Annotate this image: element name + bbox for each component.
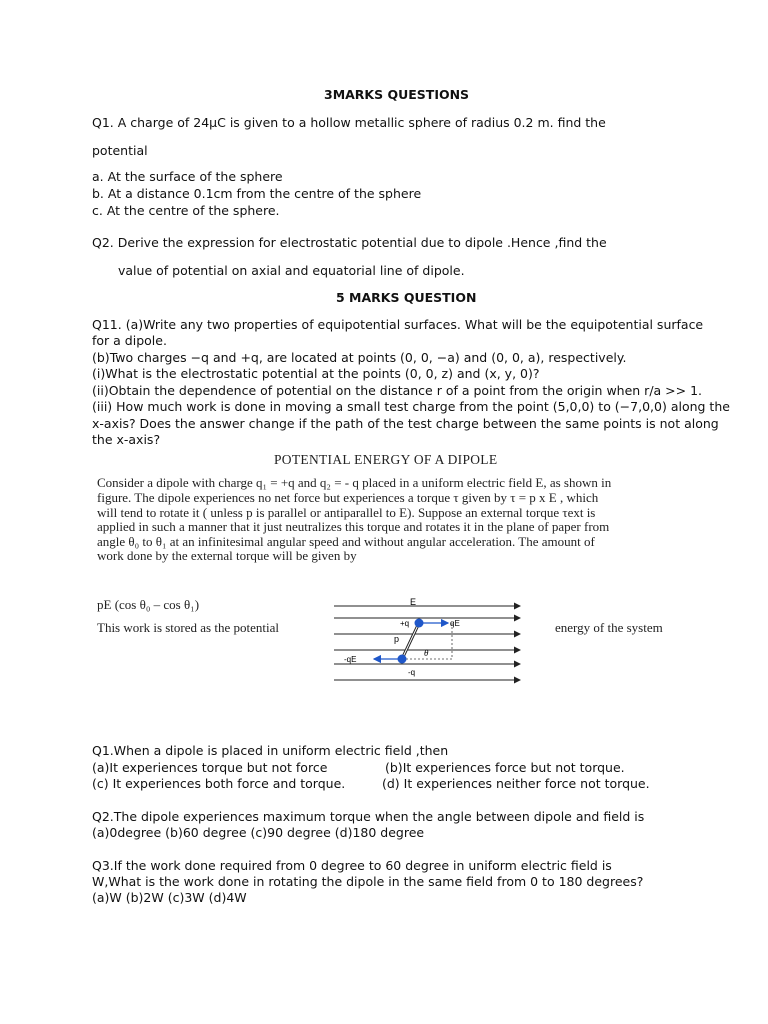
passage-line1: Consider a dipole with charge q₁ = +q and q₂ = - q placed in a uniform electric field E, as shown in xyxy=(97,475,612,490)
q11-line7: x-axis? Does the answer change if the path of the test charge between the same points is not along xyxy=(92,416,719,431)
mcq1-option-d: (d) It experiences neither force not torque. xyxy=(382,776,650,791)
label-plus-q: +q xyxy=(400,619,410,628)
field-lines xyxy=(334,606,520,680)
q11-line1: Q11. (a)Write any two properties of equipotential surfaces. What will be the equipotential surface xyxy=(92,317,704,332)
dipole-axis-inner xyxy=(402,623,419,659)
q2-text-line1: Q2. Derive the expression for electrostatic potential due to dipole .Hence ,find the xyxy=(92,235,607,250)
passage-title: POTENTIAL ENERGY OF A DIPOLE xyxy=(274,452,498,467)
mcq1-option-b: (b)It experiences force but not torque. xyxy=(385,760,625,775)
positive-charge xyxy=(415,619,424,628)
label-qE-right: qE xyxy=(450,619,460,628)
label-theta: θ xyxy=(424,648,429,658)
label-minus-q: -q xyxy=(408,668,416,677)
q1-option-c: c. At the centre of the sphere. xyxy=(92,203,280,218)
mcq2-stem: Q2.The dipole experiences maximum torque when the angle between dipole and field is xyxy=(92,809,645,824)
label-E: E xyxy=(410,597,417,607)
q2-text-line2: value of potential on axial and equatorial line of dipole. xyxy=(118,263,465,278)
mcq3-options: (a)W (b)2W (c)3W (d)4W xyxy=(92,890,247,905)
label-qE-left: -qE xyxy=(344,655,357,664)
negative-charge xyxy=(398,655,407,664)
mcq1-option-a: (a)It experiences torque but not force xyxy=(92,760,328,775)
q1-text-line1: Q1. A charge of 24μC is given to a hollow metallic sphere of radius 0.2 m. find the xyxy=(92,115,606,130)
label-p: p xyxy=(394,634,400,644)
mcq1-option-c: (c) It experiences both force and torque. xyxy=(92,776,346,791)
q11-line8: the x-axis? xyxy=(92,432,161,447)
passage-line4: applied in such a manner that it just neutralizes this torque and rotates it in the plane of paper from xyxy=(97,519,610,534)
dipole-in-field-diagram xyxy=(330,596,530,688)
energy-text: energy of the system xyxy=(555,620,663,635)
q11-line3: (b)Two charges −q and +q, are located at points (0, 0, −a) and (0, 0, a), respectively. xyxy=(92,350,627,365)
formula-work: pE (cos θ₀ – cos θ₁) xyxy=(97,597,200,612)
q11-line5: (ii)Obtain the dependence of potential on the distance r of a point from the origin when r/a >> 1. xyxy=(92,383,703,398)
q11-line2: for a dipole. xyxy=(92,333,167,348)
section-heading-5marks: 5 MARKS QUESTION xyxy=(336,290,477,305)
mcq2-options: (a)0degree (b)60 degree (c)90 degree (d)180 degree xyxy=(92,825,425,840)
q1-text-line2: potential xyxy=(92,143,148,158)
mcq3-line1: Q3.If the work done required from 0 degree to 60 degree in uniform electric field is xyxy=(92,858,612,873)
mcq3-line2: W,What is the work done in rotating the dipole in the same field from 0 to 180 degrees? xyxy=(92,874,644,889)
stored-text: This work is stored as the potential xyxy=(97,620,279,635)
passage-line5: angle θ₀ to θ₁ at an infinitesimal angular speed and without angular acceleration. The amount of xyxy=(97,534,595,549)
passage-line3: will tend to rotate it ( unless p is parallel or antiparallel to E). Suppose an external torque τext is xyxy=(97,505,596,520)
q1-option-a: a. At the surface of the sphere xyxy=(92,169,283,184)
passage-line6: work done by the external torque will be given by xyxy=(97,548,357,563)
q1-option-b: b. At a distance 0.1cm from the centre of the sphere xyxy=(92,186,422,201)
q11-line4: (i)What is the electrostatic potential at the points (0, 0, z) and (x, y, 0)? xyxy=(92,366,540,381)
mcq1-stem: Q1.When a dipole is placed in uniform electric field ,then xyxy=(92,743,449,758)
passage-line2: figure. The dipole experiences no net force but experiences a torque τ given by τ = p x E , which xyxy=(97,490,599,505)
section-heading-3marks: 3MARKS QUESTIONS xyxy=(324,87,470,102)
q11-line6: (iii) How much work is done in moving a small test charge from the point (5,0,0) to (−7,0,0) along the xyxy=(92,399,730,414)
